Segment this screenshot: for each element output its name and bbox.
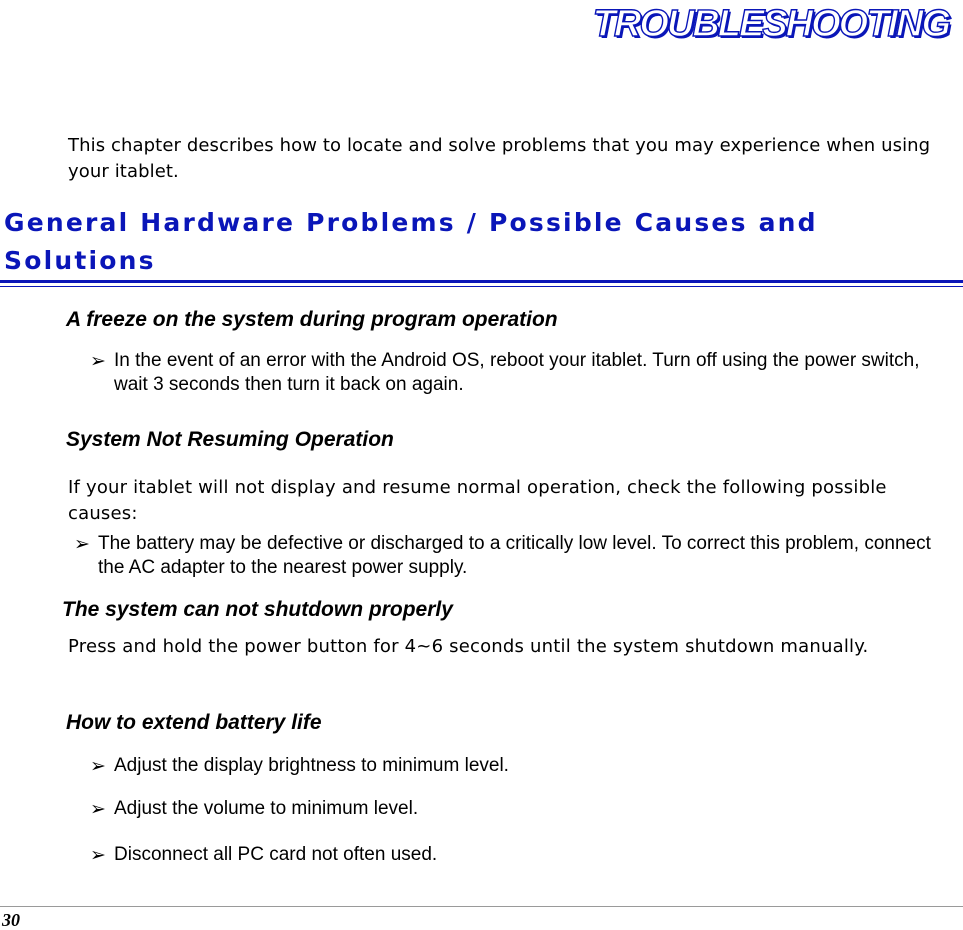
- section-rule-thin: [0, 286, 963, 287]
- list-item: [90, 797, 950, 821]
- topic-title-shutdown: The system can not shutdown properly: [62, 598, 453, 621]
- arrow-bullet-icon: ➢: [90, 350, 106, 372]
- list-item: [90, 843, 950, 867]
- arrow-bullet-icon: ➢: [90, 844, 106, 866]
- section-rule-thick: [0, 280, 963, 283]
- intro-paragraph: This chapter describes how to locate and solve problems that you may experience when using your itablet.: [68, 135, 931, 182]
- list-item: [74, 532, 944, 580]
- list-item-text: In the event of an error with the Android OS, reboot your itablet. Turn off using the power switch, wait 3 seconds then turn it back on again.: [114, 350, 920, 395]
- topic-body-resume: If your itablet will not display and resume normal operation, check the following possible causes:: [68, 477, 887, 524]
- page-number: 30: [2, 910, 20, 930]
- list-item-text: Adjust the volume to minimum level.: [114, 798, 419, 819]
- list-item-text: Adjust the display brightness to minimum level.: [114, 755, 509, 776]
- footer-rule: [0, 906, 963, 907]
- list-item: [90, 349, 956, 397]
- chapter-title: TROUBLESHOOTING: [592, 3, 949, 45]
- section-heading: General Hardware Problems / Possible Causes and Solutions: [4, 208, 818, 275]
- arrow-bullet-icon: ➢: [90, 755, 106, 777]
- arrow-bullet-icon: ➢: [74, 533, 90, 555]
- topic-title-resume: System Not Resuming Operation: [66, 428, 394, 451]
- topic-title-freeze: A freeze on the system during program operation: [66, 308, 558, 331]
- list-item-text: The battery may be defective or discharged to a critically low level. To correct this problem, connect the AC adapter to the nearest power supply.: [98, 533, 931, 578]
- topic-body-shutdown: Press and hold the power button for 4~6 seconds until the system shutdown manually.: [68, 636, 869, 657]
- topic-title-battery: How to extend battery life: [66, 711, 322, 734]
- arrow-bullet-icon: ➢: [90, 798, 106, 820]
- list-item-text: Disconnect all PC card not often used.: [114, 844, 438, 865]
- list-item: [90, 754, 950, 778]
